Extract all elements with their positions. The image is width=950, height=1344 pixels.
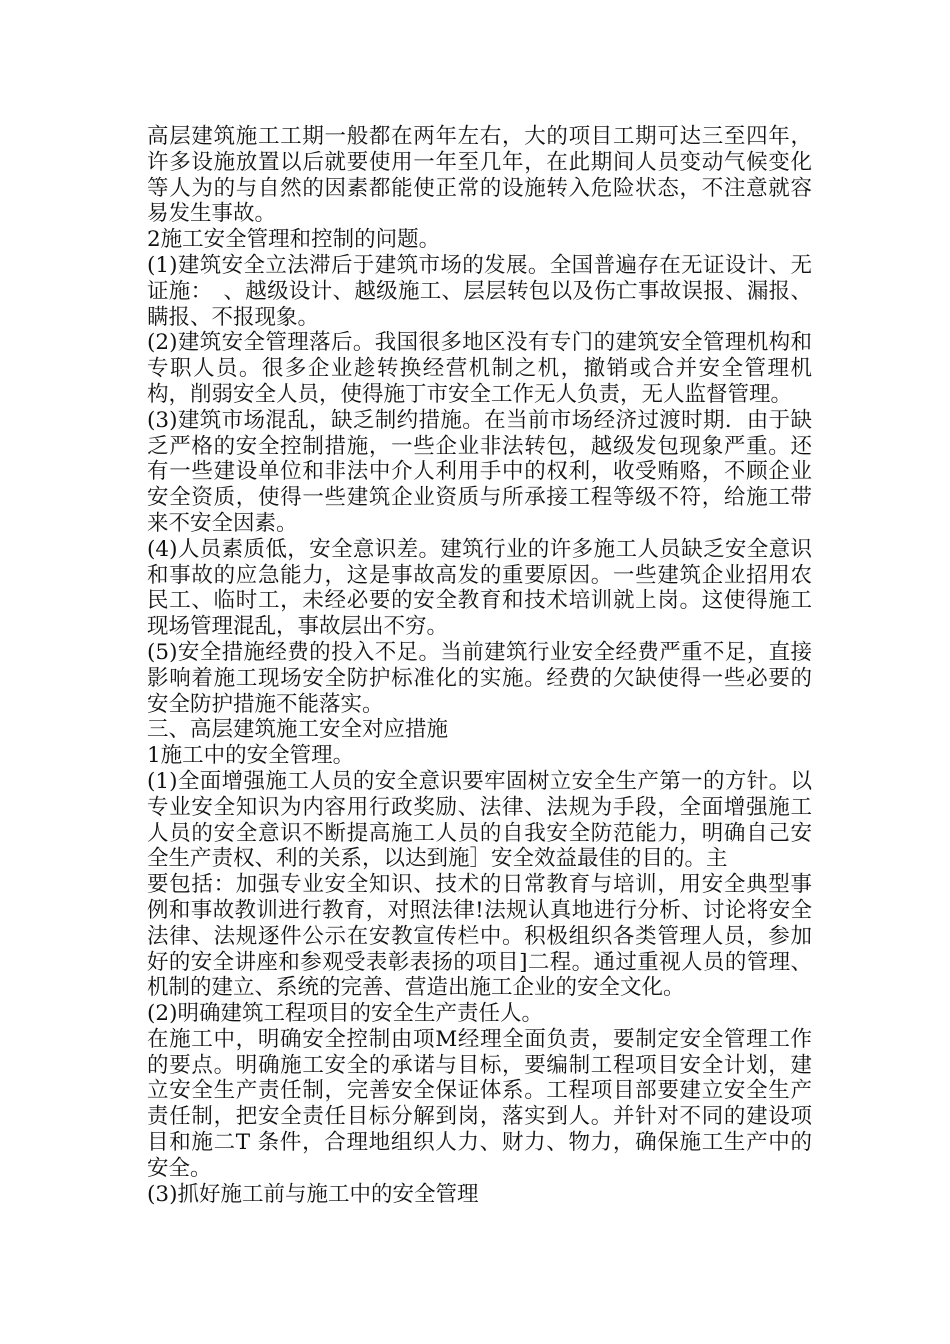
heading-safety-problems: 2施工安全管理和控制的问题。 — [147, 227, 441, 253]
paragraph-market-chaos: (3)建筑市场混乱，缺乏制约措施。在当前市场经济过渡时期．由于缺乏严格的安全控制措施，一些企业非法转包，越级发包现象严重。还有一些建设单位和非法中介人利用手中的权利，收受贿赂，不顾企业安全资质，使得一些建筑企业资质与所承接工程等级不符，给施工带来不安全因素。 — [147, 407, 812, 536]
paragraph-project-manager-responsibility: 在施工中，明确安全控制由项M经理全面负责，要制定安全管理工作的要点。明确施工安全的承诺与目标，要编制工程项目安全计划，建立安全生产责任制，完善安全保证体系。工程项目部要建立安全生产责任制，把安全责任目标分解到岗，落实到人。并针对不同的建设项目和施二T 条件，合理地组织人力、财力、物力，确保施工生产中的安全。 — [147, 1026, 812, 1181]
paragraph-personnel-quality: (4)人员素质低，安全意识差。建筑行业的许多施工人员缺乏安全意识和事故的应急能力，这是事故高发的重要原因。一些建筑企业招用农民工、临时工，未经必要的安全教育和技术培训就上岗。这使得施工现场管理混乱，事故层出不穷。 — [147, 536, 812, 640]
paragraph-training-content: 要包括：加强专业安全知识、技术的日常教育与培训，用安全典型事例和事故教训进行教育，对照法律!法规认真地进行分析、讨论将安全法律、法规逐件公示在安教宣传栏中。积极组织各类管理人员，参加好的安全讲座和参观受表彰表扬的项目]二程。通过重视人员的管理、机制的建立、系统的完善、营造出施工企业的安全文化。 — [147, 872, 812, 1001]
paragraph-management-backward: (2)建筑安全管理落后。我国很多地区没有专门的建筑安全管理机构和专职人员。很多企业趁转换经营机制之机，撤销或合并安全管理机构，削弱安全人员，使得施丁市安全工作无人负责，无人监督管理。 — [147, 330, 812, 407]
heading-construction-safety-management: 1施工中的安全管理。 — [147, 743, 355, 769]
heading-pre-construction-management: (3)抓好施工前与施工中的安全管理 — [147, 1181, 479, 1207]
paragraph-construction-period: 高层建筑施工工期一般都在两年左右，大的项目工期可达三至四年，许多设施放置以后就要使用一年至几年，在此期间人员变动气候变化等人为的与自然的因素都能使正常的设施转入危险状态，不注意就容易发生事故。 — [147, 124, 812, 227]
document-page — [147, 124, 812, 1207]
paragraph-legislation-lag: (1)建筑安全立法滞后于建筑市场的发展。全国普遍存在无证设计、无证施： 、越级设计、越级施工、层层转包以及伤亡事故误报、漏报、瞒报、不报现象。 — [147, 252, 812, 330]
heading-responsible-person: (2)明确建筑工程项目的安全生产责任人。 — [147, 1001, 543, 1027]
paragraph-funding-shortage: (5)安全措施经费的投入不足。当前建筑行业安全经费严重不足，直接影响着施工现场安全防护标准化的实施。经费的欠缺使得一些必要的安全防护措施不能落实。 — [147, 639, 812, 717]
heading-countermeasures: 三、高层建筑施工安全对应措施 — [147, 717, 449, 743]
paragraph-safety-awareness: (1)全面增强施工人员的安全意识要牢固树立安全生产第一的方针。以专业安全知识为内容用行政奖励、法律、法规为手段，全面增强施工人员的安全意识不断提高施工人员的自我安全防范能力，明确自己安全生产责权、利的关系，以达到施］安全效益最佳的目的。主 — [147, 768, 812, 872]
